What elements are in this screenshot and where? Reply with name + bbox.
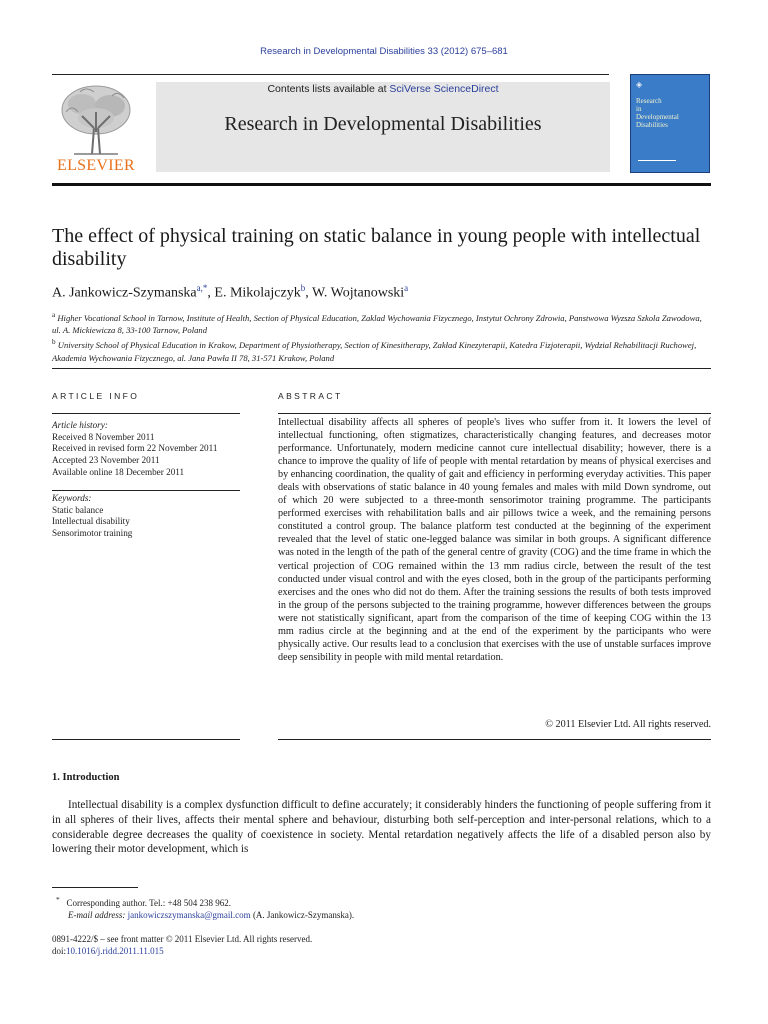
divider bbox=[52, 739, 240, 740]
cover-title-line: Research bbox=[636, 97, 662, 105]
article-info-heading: ARTICLE INFO bbox=[52, 391, 140, 401]
doi-line bbox=[52, 945, 652, 957]
cover-title bbox=[636, 97, 679, 129]
article-title: The effect of physical training on static balance in young people with intellectual disability bbox=[52, 225, 701, 270]
keywords-label: Keywords: bbox=[52, 493, 92, 503]
footnote-star: * bbox=[56, 895, 60, 904]
elsevier-wordmark: ELSEVIER bbox=[57, 157, 135, 174]
email-label: E-mail address: bbox=[68, 910, 126, 921]
corresponding-author-note: * Corresponding author. Tel.: +48 504 238 962. bbox=[56, 895, 232, 908]
affiliation-item: $^a$ Higher Vocational School in Tarnow, Institute of Health, Section of Physical Education, Zaklad Wychowania Fizycznego, Instytut Ochrony Zdrowia, Panstwowa Wyzsza Szkola Zawodowa, ul. A. Mickiewicza 8, 33-100 Tarnow, Poland bbox=[52, 311, 702, 336]
email-note bbox=[56, 909, 656, 921]
article-history bbox=[52, 420, 240, 479]
author-affiliation-link[interactable]: b bbox=[300, 283, 306, 293]
section-divider bbox=[52, 368, 711, 369]
footnote-rule bbox=[52, 887, 138, 888]
header-rule-top bbox=[52, 74, 609, 75]
contents-prefix: Contents lists available at bbox=[267, 83, 390, 95]
history-accepted: Accepted 23 November 2011 bbox=[52, 455, 160, 466]
keyword-item: Static balance bbox=[52, 504, 104, 515]
email-owner: (A. Jankowicz-Szymanska). bbox=[252, 910, 355, 921]
journal-cover-thumbnail[interactable] bbox=[630, 74, 710, 173]
footnote bbox=[56, 894, 656, 922]
cover-title-line: in bbox=[636, 105, 642, 113]
journal-citation[interactable]: Research in Developmental Disabilities 33 (2012) 675–681 bbox=[260, 46, 508, 57]
introduction-paragraph: Intellectual disability is a complex dysfunction difficult to define accurately; it considerably hinders the functioning of people suffering from it in all spheres of their lives, affects their mental sphere and behaviour, disturbing both self-perception and inter-personal relations, which to a considerable degree decreases the quality of coexistence in society. Mental retardation negatively affects the life of a disabled person also by lowering their motor development, which is bbox=[52, 799, 711, 856]
divider bbox=[52, 490, 240, 491]
doi-link[interactable]: 10.1016/j.ridd.2011.11.015 bbox=[66, 946, 164, 957]
divider bbox=[52, 413, 240, 414]
author-name: W. Wojtanowski bbox=[311, 285, 405, 301]
author-list: A. Jankowicz-Szymanska$^{a,*}$, E. Mikolajczyk$^b$, W. Wojtanowski$^a$ bbox=[52, 283, 409, 301]
keyword-item: Sensorimotor training bbox=[52, 528, 133, 539]
history-online: Available online 18 December 2011 bbox=[52, 466, 185, 477]
abstract-text: Intellectual disability affects all spheres of people's lives who suffer from it. It lowers the level of intellectual functioning, often stigmatizes, characteristically changing features, and decreases motor performance. Unfortunately, modern medicine cannot cure intellectual disability; however, there is a chance to improve the quality of life of people with mental retardation by means of physical exercises and by enhancing coordination, the quality of gait and efficiency in performing everyday activities. This paper deals with observations of static balance in 40 young females and males with mild Down syndrome, out of which 20 were subjected to a three-month sensorimotor training programme. The participants performed exercises with rehabilitation balls and air pillows twice a week, and the remaining persons constituted a control group. The balance platform test conducted at the beginning of the experiment revealed that the level of static one-legged balance was similar in both groups. A significant difference was noted in the length of the path of the general centre of gravity (COG) and the time frame in which the vertical projection of COG remained within the 13 mm radius circle, between the result of the test conducted under visual control and with the eyes closed, both in the group of the participants performing exercises and the ones who did not do them. After the training sessions the results of both tests improved in the group of the persons subjected to the training programme, however differences between the groups were not statistically significant, apart from the comparison of the time of keeping COG within the 13 mm radius circle at the beginning and at the end of the experiment by the participants who were physically active. Our results lead to a conclusion that exercises with the use of unstable surfaces improve deep sensibility in people with mild mental retardation. bbox=[278, 417, 711, 663]
contents-line bbox=[156, 83, 610, 95]
abstract-heading: ABSTRACT bbox=[278, 391, 343, 401]
keywords bbox=[52, 493, 240, 540]
history-label: Article history: bbox=[52, 420, 108, 430]
cover-bar bbox=[638, 160, 676, 161]
author-affiliation-link[interactable]: a bbox=[404, 283, 409, 293]
cover-logo-icon: ◈ bbox=[636, 80, 643, 89]
abstract-copyright: © 2011 Elsevier Ltd. All rights reserved. bbox=[545, 719, 711, 730]
affiliations bbox=[52, 309, 712, 364]
affiliation-item: $^b$ University School of Physical Education in Krakow, Department of Physiotherapy, Section of Kinesitherapy, Zakład Kinezyterapii, Katedra Fizjoterapii, Wydzial Rehabilitacji Ruchowej, Akademia Wychowania Fizycznego, al. Jana Pawła II 78, 31-571 Krakow, Poland bbox=[52, 338, 697, 363]
cover-title-line: Disabilities bbox=[636, 121, 668, 129]
keyword-item: Intellectual disability bbox=[52, 516, 130, 527]
doi-label: doi: bbox=[52, 946, 67, 957]
journal-name: Research in Developmental Disabilities bbox=[224, 113, 542, 135]
author-name: E. Mikolajczyk bbox=[214, 285, 301, 301]
history-revised: Received in revised form 22 November 2011 bbox=[52, 443, 218, 454]
history-received: Received 8 November 2011 bbox=[52, 431, 155, 442]
introduction-heading: 1. Introduction bbox=[52, 772, 120, 783]
author-affiliation-link[interactable]: a,* bbox=[196, 283, 208, 293]
sciencedirect-link[interactable]: SciVerse ScienceDirect bbox=[389, 83, 499, 95]
author-name: A. Jankowicz-Szymanska bbox=[52, 285, 197, 301]
divider bbox=[278, 413, 711, 414]
cover-title-line: Developmental bbox=[636, 113, 679, 121]
issn-line: 0891-4222/$ – see front matter © 2011 Elsevier Ltd. All rights reserved. bbox=[52, 934, 313, 944]
front-matter bbox=[52, 933, 652, 958]
divider bbox=[278, 739, 711, 740]
email-link[interactable]: jankowiczszymanska@gmail.com bbox=[127, 910, 251, 921]
header-rule-bottom bbox=[52, 183, 711, 186]
